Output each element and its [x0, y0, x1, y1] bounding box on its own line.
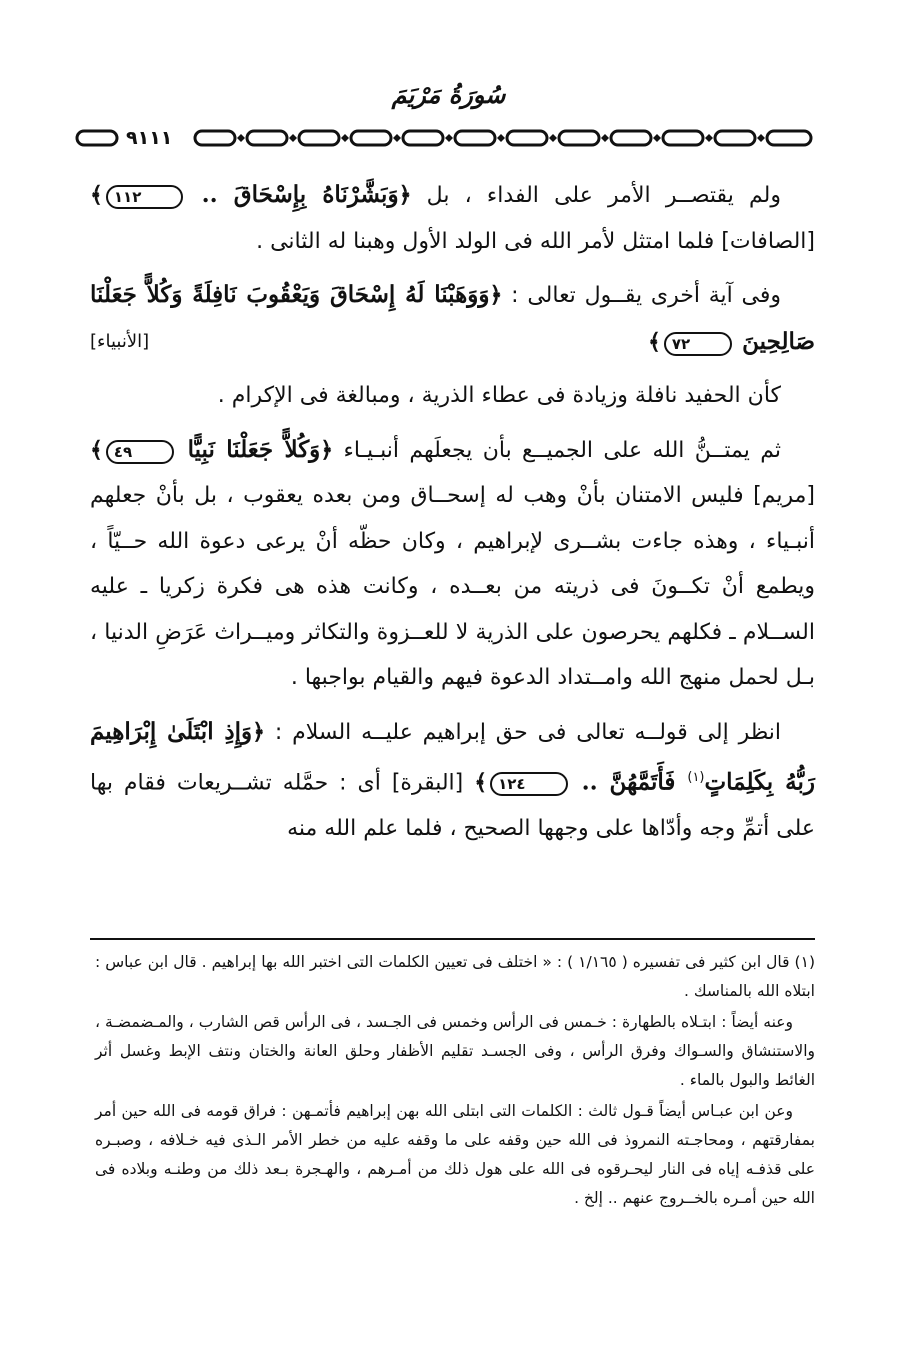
quran-verse: فَأَتَمَّهُنَّ ..	[581, 768, 688, 796]
quran-verse: وَإِذِ ابْتَلَىٰ إِبْرَاهِيمَ رَبُّهُ بِكَلِمَاتٍ	[90, 717, 815, 796]
footnote-marker: (١)	[687, 770, 705, 785]
ayah-number: ٤٩	[106, 440, 174, 464]
quran-bracket-open: ﴿	[320, 436, 334, 463]
quran-bracket-close: ﴾	[474, 769, 488, 796]
quran-bracket-open: ﴿	[398, 182, 412, 208]
footnote-divider	[90, 938, 815, 940]
footnotes	[95, 948, 815, 1215]
quran-verse: وَبَشَّرْنَاهُ بِإِسْحَاقَ ..	[201, 181, 399, 208]
paragraph	[90, 172, 815, 264]
quran-bracket-open: ﴿	[489, 282, 503, 308]
footnote: (١) قال ابن كثير فى تفسيره ( ١/١٦٥ ) : « اختلف فى تعيين الكلمات التى اختبر الله بها إبراهيم . قال ابن عباس : ابتلاه الله بالمناسك .	[95, 953, 815, 1000]
quran-verse: وَكُلاًّ جَعَلْنَا نَبِيًّا	[187, 435, 321, 463]
main-text	[90, 172, 815, 859]
paragraph	[90, 709, 815, 852]
footnote: وعنه أيضاً : ابتـلاه بالطهارة : خـمس فى الرأس وخمس فى الجـسد ، فى الرأس قص الشارب ، والمـضمضـة ، والاستنشاق والسـواك وفرق الرأس ، وفى الجسـد تقليم الأظفار وحلق العانة والختان ونتف الإبط وغسل أثر الغائط والبول بالماء .	[95, 1013, 815, 1089]
ayah-number: ٧٢	[664, 332, 732, 356]
quran-bracket-open: ﴿	[252, 718, 266, 745]
quran-bracket-close: ﴾	[647, 328, 661, 355]
quran-bracket-close: ﴾	[90, 436, 103, 463]
paragraph	[90, 427, 815, 701]
text-run: [البقرة] أى : حمَّله تشــريعات فقام بها على أتمِّ وجه وأدّاها على وجهها الصحيح ، فلما علم الله منه	[90, 770, 815, 841]
surah-title: سُورَةُ مَرْيَمَ	[391, 80, 506, 109]
quran-bracket-close: ﴾	[90, 182, 103, 208]
text-run: انظر إلى قولــه تعالى فى حق إبراهيم عليــه السلام :	[265, 719, 781, 745]
ornamental-border-icon	[75, 125, 815, 151]
text-run: [الصافات] فلما امتثل لأمر الله فى الولد الأول وهبنا له الثانى .	[256, 228, 815, 254]
text-run: وفى آية أخرى يقــول تعالى :	[502, 283, 781, 308]
surah-reference: [الأنبياء]	[90, 330, 150, 352]
paragraph	[90, 272, 815, 365]
ayah-number: ١٢٤	[490, 772, 567, 796]
text-run: [مريم] فليس الامتنان بأنْ وهب له إسحــاق ومن بعده يعقوب ، بل بأنْ جعلهم أنبـياء ، وهذه جاءت بشــرى لإبراهيم ، وكان حظّه أنْ يرعى دعوة الله حــيّاً ، ويطمع أنْ تكــونَ فى ذريته من بعــده ، وكانت هذه هى فكرة زكريا ـ عليه الســلام ـ فكلهم يحرصون على الذرية لا للعــزوة والتكاثر وميــراث عَرَضِ الدنيا ، بـل لحمل منهج الله وامــتداد الدعوة فيهم والقيام بواجبها .	[90, 483, 815, 690]
text-run: ولم يقتصــر الأمر على الفداء ، بل	[411, 183, 781, 208]
quran-verse: وَوَهَبْنَا لَهُ إِسْحَاقَ وَيَعْقُوبَ نَافِلَةً وَكُلاًّ جَعَلْنَا صَالِحِينَ	[90, 281, 815, 355]
text-run: ثم يمتــنُّ الله على الجميــع بأن يجعلَهم أنبـيـاء	[333, 437, 781, 463]
footnote: وعن ابن عبـاس أيضاً قـول ثالث : الكلمات التى ابتلى الله بهن إبراهيم فأتمـهن : فراق قومه فى الله حين أمر بمفارقتهم ، ومحاجـته النمروذ فى الله حين وقفه على ما وقفه عليه من خطر الأمر الـذى فيه خـلافه ، وصبـره على قذفـه إياه فى النار ليحـرقوه فى الله على هول ذلك من أمـرهم ، والهـجرة بـعد ذلك من وطنـه وبلاده فى الله حين أمـره بالخــروج عنهم .. إلخ .	[95, 1102, 815, 1207]
page-number: ٩١١١	[122, 125, 176, 151]
ayah-number: ١١٢	[106, 185, 183, 209]
paragraph: كأن الحفيد نافلة وزيادة فى عطاء الذرية ، ومبالغة فى الإكرام .	[217, 383, 781, 408]
